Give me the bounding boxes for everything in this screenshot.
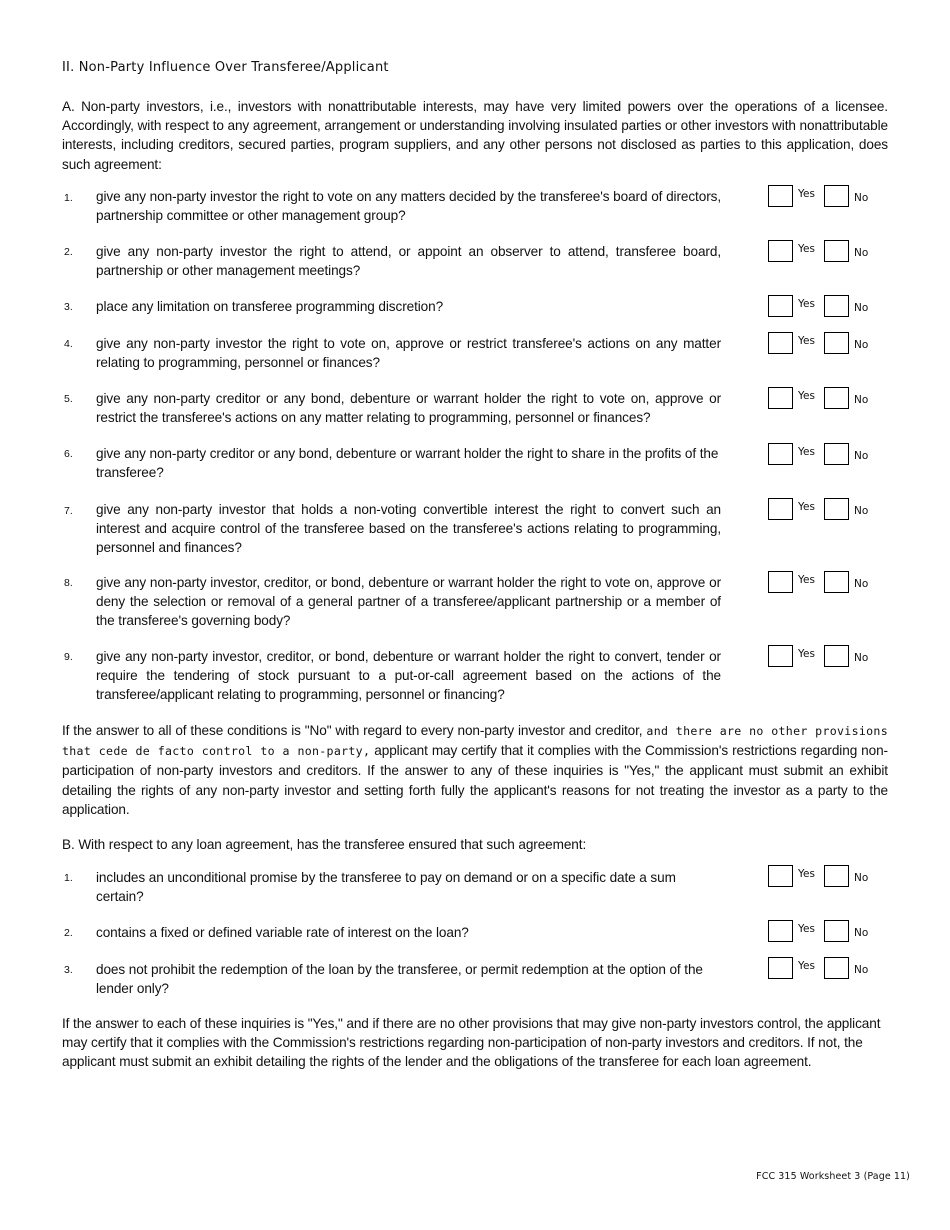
yes-checkbox[interactable] — [768, 443, 793, 465]
yes-no-options — [768, 443, 888, 471]
yes-no-options — [768, 865, 888, 893]
yes-checkbox[interactable] — [768, 295, 793, 317]
yes-label: Yes — [798, 243, 815, 255]
question-text: give any non-party investor the right to vote on, approve or restrict transferee's actions on any matter relating to programming, personnel or finances? — [96, 336, 721, 371]
yes-checkbox[interactable] — [768, 387, 793, 409]
no-label: No — [854, 192, 869, 204]
yes-label: Yes — [798, 390, 815, 402]
question-number: 8. — [64, 577, 73, 589]
no-label: No — [854, 872, 869, 884]
no-checkbox[interactable] — [824, 185, 849, 207]
question-number: 9. — [64, 651, 73, 663]
question-text: includes an unconditional promise by the transferee to pay on demand or on a specific date a sum certain? — [96, 870, 676, 905]
yes-checkbox[interactable] — [768, 865, 793, 887]
part-a-conclusion — [62, 721, 888, 819]
yes-no-options — [768, 571, 888, 599]
question-text: give any non-party investor, creditor, or bond, debenture or warrant holder the right to vote on, approve or deny the selection or removal of a general partner of a transferee/applicant partnership or a member of the transferee's governing body? — [96, 575, 721, 629]
yes-no-options — [768, 240, 888, 268]
yes-label: Yes — [798, 574, 815, 586]
part-a-intro: A. Non-party investors, i.e., investors with nonattributable interests, may have very limited powers over the operations of a licensee. Accordingly, with respect to any agreement, arrangement or understanding involving insulated parties or other investors with nonattributable interests, including creditors, secured parties, program suppliers, and any other persons not disclosed as parties to this application, does such agreement: — [62, 99, 888, 172]
no-checkbox[interactable] — [824, 387, 849, 409]
no-checkbox[interactable] — [824, 957, 849, 979]
no-label: No — [854, 394, 869, 406]
question-text: does not prohibit the redemption of the loan by the transferee, or permit redemption at the option of the lender only? — [96, 962, 703, 997]
yes-checkbox[interactable] — [768, 240, 793, 262]
question-text: give any non-party investor that holds a non-voting convertible interest the right to convert such an interest and acquire control of the transferee based on the transferee's actions relating to programming, personnel and finances? — [96, 502, 721, 556]
no-checkbox[interactable] — [824, 571, 849, 593]
yes-label: Yes — [798, 648, 815, 660]
conclusion-text-emphasis: and there are no other provisions that cede de facto control to a non-party, — [62, 724, 888, 759]
no-label: No — [854, 450, 869, 462]
yes-label: Yes — [798, 501, 815, 513]
conclusion-text-start: If the answer to all of these conditions is "No" with regard to every non-party investor and creditor, — [62, 723, 647, 738]
yes-checkbox[interactable] — [768, 645, 793, 667]
question-text: give any non-party creditor or any bond, debenture or warrant holder the right to vote on, approve or restrict the transferee's actions on any matter relating to programming, personnel or finances? — [96, 391, 721, 426]
question-number: 5. — [64, 393, 73, 405]
no-checkbox[interactable] — [824, 443, 849, 465]
yes-checkbox[interactable] — [768, 185, 793, 207]
no-label: No — [854, 302, 869, 314]
yes-label: Yes — [798, 868, 815, 880]
yes-label: Yes — [798, 298, 815, 310]
part-b-intro: B. With respect to any loan agreement, has the transferee ensured that such agreement: — [62, 837, 587, 852]
question-text: give any non-party investor, creditor, or bond, debenture or warrant holder the right to convert, tender or require the tendering of stock pursuant to a put-or-call agreement based on the actions of the transferee/applicant relating to programming, personnel or financing? — [96, 649, 721, 703]
yes-no-options — [768, 387, 888, 415]
yes-no-options — [768, 332, 888, 360]
part-b-conclusion: If the answer to each of these inquiries is "Yes," and if there are no other provisions that may give non-party investors control, the applicant may certify that it complies with the Commission's restrictions regarding non-participation of non-party investors and creditors. If not, the applicant must submit an exhibit detailing the rights of the lender and the obligations of the transferee for each loan agreement. — [62, 1016, 881, 1070]
question-number: 4. — [64, 338, 73, 350]
yes-no-options — [768, 957, 888, 985]
question-number: 3. — [64, 964, 73, 976]
question-number: 1. — [64, 192, 73, 204]
no-label: No — [854, 652, 869, 664]
yes-checkbox[interactable] — [768, 498, 793, 520]
question-number: 1. — [64, 872, 73, 884]
section-title: II. Non-Party Influence Over Transferee/Applicant — [62, 60, 389, 75]
yes-label: Yes — [798, 923, 815, 935]
question-number: 2. — [64, 927, 73, 939]
question-number: 3. — [64, 301, 73, 313]
no-label: No — [854, 578, 869, 590]
no-label: No — [854, 247, 869, 259]
question-number: 7. — [64, 505, 73, 517]
yes-label: Yes — [798, 446, 815, 458]
yes-label: Yes — [798, 960, 815, 972]
no-label: No — [854, 927, 869, 939]
question-number: 2. — [64, 246, 73, 258]
yes-label: Yes — [798, 335, 815, 347]
no-checkbox[interactable] — [824, 920, 849, 942]
yes-label: Yes — [798, 188, 815, 200]
no-checkbox[interactable] — [824, 332, 849, 354]
no-label: No — [854, 339, 869, 351]
conclusion-text-end: applicant may certify that it complies with the Commission's restrictions regarding non-participation of non-party investors and creditors. If the answer to any of these inquiries is "Yes," the applicant must submit an exhibit detailing the rights of any non-party investor and setting forth fully the applicant's reasons for not treating the investor as a party to the application. — [62, 743, 888, 817]
yes-no-options — [768, 920, 888, 948]
yes-checkbox[interactable] — [768, 957, 793, 979]
question-text: give any non-party investor the right to vote on any matters decided by the transferee's board of directors, partnership committee or other management group? — [96, 189, 721, 224]
question-text: contains a fixed or defined variable rate of interest on the loan? — [96, 925, 469, 940]
no-checkbox[interactable] — [824, 295, 849, 317]
yes-no-options — [768, 295, 888, 323]
question-text: give any non-party investor the right to attend, or appoint an observer to attend, transferee board, partnership or other management meetings? — [96, 244, 721, 279]
no-label: No — [854, 964, 869, 976]
question-text: give any non-party creditor or any bond, debenture or warrant holder the right to share in the profits of the transferee? — [96, 446, 719, 481]
no-checkbox[interactable] — [824, 865, 849, 887]
question-number: 6. — [64, 448, 73, 460]
no-checkbox[interactable] — [824, 645, 849, 667]
question-text: place any limitation on transferee programming discretion? — [96, 299, 444, 314]
page-footer: FCC 315 Worksheet 3 (Page 11) — [756, 1171, 910, 1182]
yes-checkbox[interactable] — [768, 920, 793, 942]
yes-checkbox[interactable] — [768, 332, 793, 354]
yes-no-options — [768, 185, 888, 213]
yes-no-options — [768, 645, 888, 673]
no-checkbox[interactable] — [824, 240, 849, 262]
yes-checkbox[interactable] — [768, 571, 793, 593]
no-checkbox[interactable] — [824, 498, 849, 520]
no-label: No — [854, 505, 869, 517]
yes-no-options — [768, 498, 888, 526]
